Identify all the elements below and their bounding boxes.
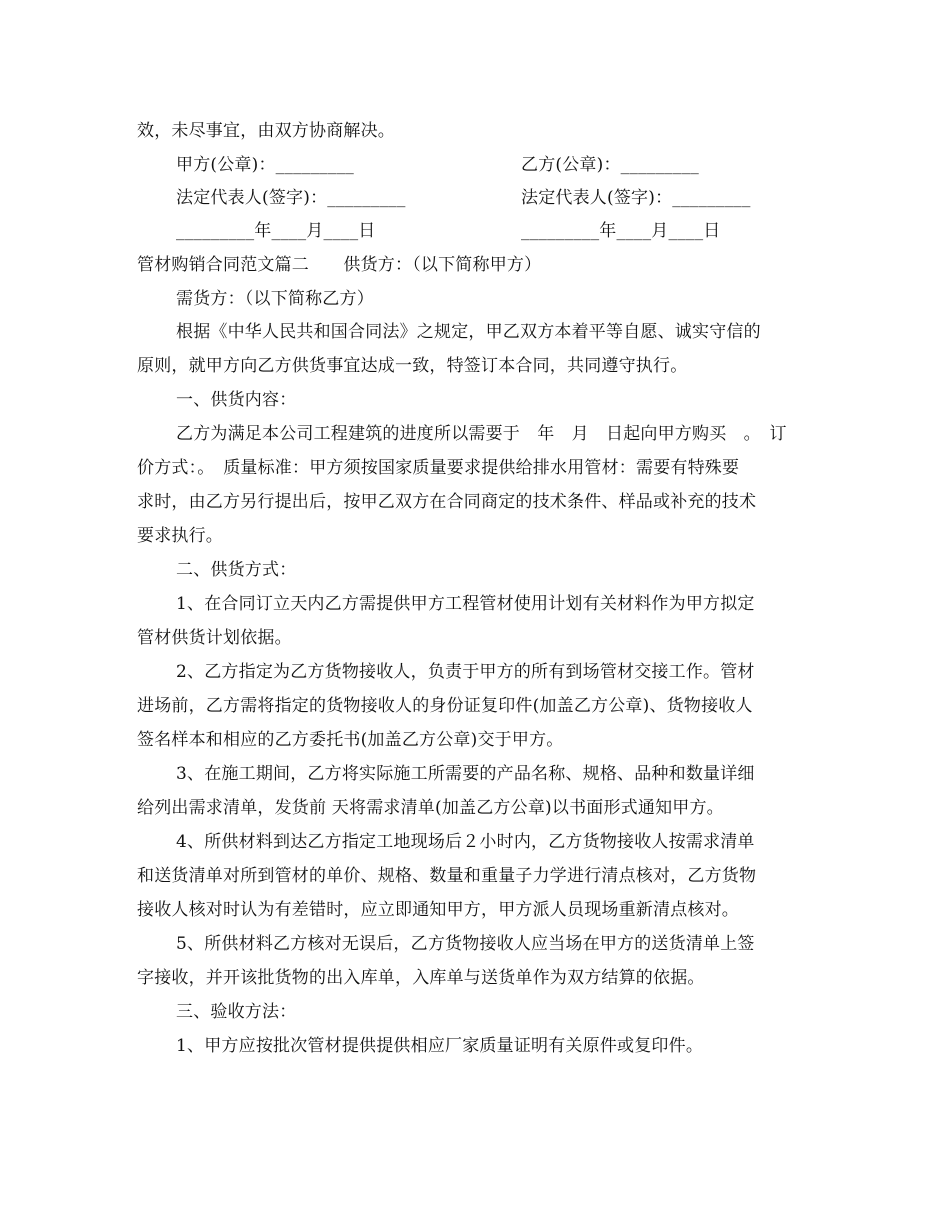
party-a-date: _________年____月____日 bbox=[176, 221, 376, 241]
closing-line: 效，未尽事宜，由双方协商解决。 bbox=[137, 121, 395, 141]
paragraph-line: 给列出需求清单，发货前 天将需求清单(加盖乙方公章)以书面形式通知甲方。 bbox=[137, 798, 724, 818]
paragraph-line: 需货方：（以下简称乙方） bbox=[176, 289, 374, 309]
paragraph-line: 管材供货计划依据。 bbox=[137, 628, 292, 648]
paragraph-line: 原则，就甲方向乙方供货事宜达成一致，特签订本合同，共同遵守执行。 bbox=[137, 356, 688, 376]
party-b-representative: 法定代表人(签字)：_________ bbox=[521, 188, 751, 208]
paragraph-line: 价方式：。 质量标准：甲方须按国家质量要求提供给排水用管材：需要有特殊要 bbox=[137, 458, 740, 478]
party-a-seal: 甲方(公章)：_________ bbox=[176, 155, 354, 175]
paragraph-line: 字接收，并开该批货物的出入库单，入库单与送货单作为双方结算的依据。 bbox=[137, 968, 705, 988]
paragraph-line: 根据《中华人民共和国合同法》之规定，甲乙双方本着平等自愿、诚实守信的 bbox=[176, 322, 761, 342]
paragraph-line: 签名样本和相应的乙方委托书(加盖乙方公章)交于甲方。 bbox=[137, 730, 564, 750]
paragraph-line: 和送货清单对所到管材的单价、规格、数量和重量子力学进行清点核对，乙方货物 bbox=[137, 866, 757, 886]
paragraph-line: 2、乙方指定为乙方货物接收人，负责于甲方的所有到场管材交接工作。管材 bbox=[176, 662, 755, 682]
section-heading: 二、供货方式： bbox=[176, 560, 297, 580]
party-a-representative: 法定代表人(签字)：_________ bbox=[176, 188, 406, 208]
section-heading: 三、验收方法： bbox=[176, 1002, 297, 1022]
paragraph-line: 1、甲方应按批次管材提供提供相应厂家质量证明有关原件或复印件。 bbox=[176, 1036, 704, 1056]
section-heading-line: 管材购销合同范文篇二 供货方：（以下简称甲方） bbox=[137, 255, 542, 275]
party-b-seal: 乙方(公章)：_________ bbox=[521, 155, 699, 175]
paragraph-line: 4、所供材料到达乙方指定工地现场后２小时内，乙方货物接收人按需求清单 bbox=[176, 832, 755, 852]
paragraph-line: 求时，由乙方另行提出后，按甲乙双方在合同商定的技术条件、样品或补充的技术 bbox=[137, 492, 757, 512]
paragraph-line: 要求执行。 bbox=[137, 526, 223, 546]
paragraph-line: 乙方为满足本公司工程建筑的进度所以需要于 年 月 日起向甲方购买 。 订 bbox=[176, 424, 787, 444]
paragraph-line: 5、所供材料乙方核对无误后，乙方货物接收人应当场在甲方的送货清单上签 bbox=[176, 934, 755, 954]
party-b-date: _________年____月____日 bbox=[521, 221, 721, 241]
paragraph-line: 3、在施工期间，乙方将实际施工所需要的产品名称、规格、品种和数量详细 bbox=[176, 764, 755, 784]
paragraph-line: 进场前，乙方需将指定的货物接收人的身份证复印件(加盖乙方公章)、货物接收人 bbox=[137, 696, 753, 716]
paragraph-line: 接收人核对时认为有差错时，应立即通知甲方，甲方派人员现场重新清点核对。 bbox=[137, 900, 739, 920]
paragraph-line: 1、在合同订立天内乙方需提供甲方工程管材使用计划有关材料作为甲方拟定 bbox=[176, 594, 755, 614]
section-heading: 一、供货内容： bbox=[176, 390, 297, 410]
